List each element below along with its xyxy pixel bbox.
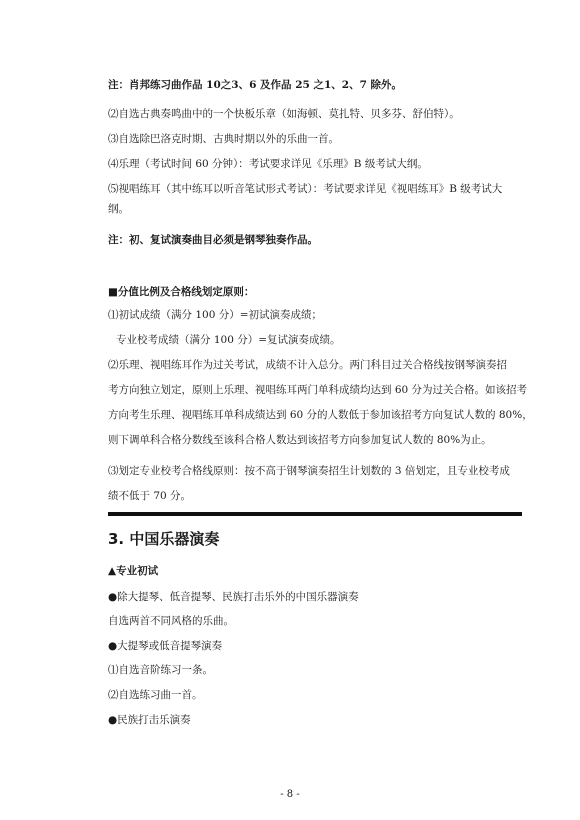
note-piano-solo: 注：初、复试演奏曲目必须是钢琴独奏作品。 <box>108 234 318 246</box>
scoring-threshold-1: ⑶划定专业校考合格线原则：按不高于钢琴演奏招生计划数的 3 倍划定，且专业校考成 <box>108 465 510 477</box>
page-number: - 8 - <box>280 789 300 800</box>
instrument-group-1-req: 自选两首不同风格的乐曲。 <box>108 615 234 627</box>
item-free-piece: ⑶自选除巴洛克时期、古典时期以外的乐曲一首。 <box>108 133 339 145</box>
scoring-pass-line-2: 考方向独立划定，原则上乐理、视唱练耳两门单科成绩均达到 60 分为过关合格。如该招考 <box>108 384 528 396</box>
instrument-group-2: ●大提琴或低音提琴演奏 <box>108 640 223 652</box>
scoring-threshold-2: 绩不低于 70 分。 <box>108 490 192 502</box>
section-divider <box>108 512 522 516</box>
section-heading: 3. 中国乐器演奏 <box>108 530 220 548</box>
instrument-group-1: ●除大提琴、低音提琴、民族打击乐外的中国乐器演奏 <box>108 591 359 603</box>
instrument-group-2-req-1: ⑴自选音阶练习一条。 <box>108 664 213 676</box>
scoring-principles-heading: ■分值比例及合格线划定原则： <box>108 286 255 298</box>
item-classical-sonata: ⑵自选古典奏鸣曲中的一个快板乐章（如海顿、莫扎特、贝多芬、舒伯特）。 <box>108 108 460 120</box>
note-chopin-exceptions: 注：肖邦练习曲作品 10之3、6 及作品 25 之1、2、7 除外。 <box>108 79 403 91</box>
prelim-heading: ▲专业初试 <box>108 565 159 577</box>
scoring-pass-line-3: 方向考生乐理、视唱练耳单科成绩达到 60 分的人数低于参加该招考方向复试人数的 80%， <box>108 409 533 421</box>
scoring-school-exam: 专业校考成绩（满分 100 分）=复试演奏成绩。 <box>116 334 341 346</box>
instrument-group-2-req-2: ⑵自选练习曲一首。 <box>108 689 203 701</box>
scoring-pass-line-1: ⑵乐理、视唱练耳作为过关考试，成绩不计入总分。两门科目过关合格线按钢琴演奏招 <box>108 359 507 371</box>
item-ear-training: ⑸视唱练耳（其中练耳以听音笔试形式考试）：考试要求详见《视唱练耳》B 级考试大 <box>108 183 503 195</box>
item-ear-training-cont: 纲。 <box>108 203 129 215</box>
scoring-preliminary: ⑴初试成绩（满分 100 分）=初试演奏成绩； <box>108 309 323 321</box>
instrument-group-3: ●民族打击乐演奏 <box>108 714 191 726</box>
scoring-pass-line-4: 则下调单科合格分数线至该科合格人数达到该招考方向参加复试人数的 80%为止。 <box>108 434 492 446</box>
item-music-theory: ⑷乐理（考试时间 60 分钟）：考试要求详见《乐理》B 级考试大纲。 <box>108 158 428 170</box>
